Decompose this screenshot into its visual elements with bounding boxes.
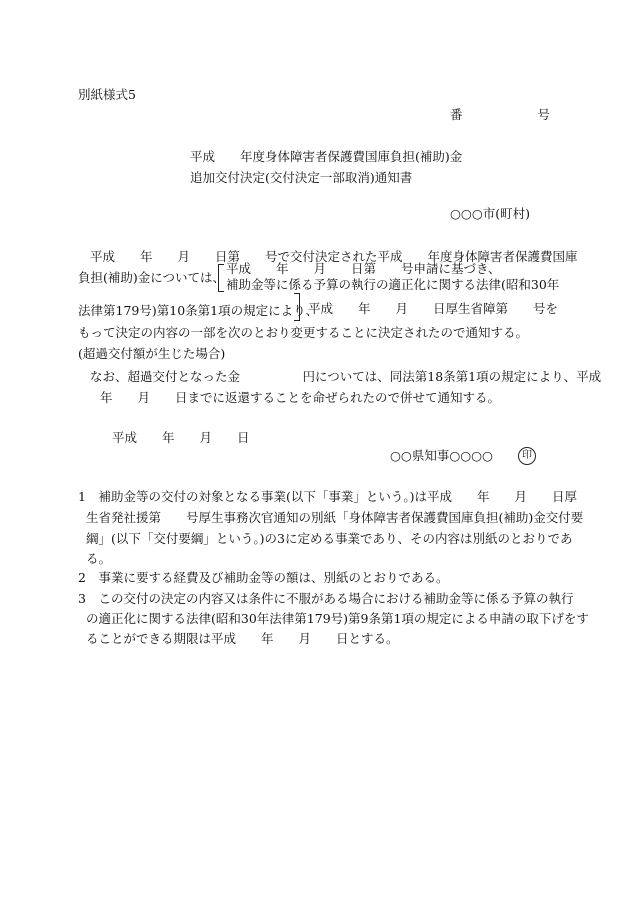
item-3-line-1: 3 この交付の決定の内容又は条件に不服がある場合における補助金等に係る予算の執行 [78, 591, 574, 606]
form-id: 別紙様式5 [78, 87, 136, 102]
item-3-line-2: の適正化に関する法律(昭和30年法律第179号)第9条第1項の規定による申請の取下げをす [86, 611, 589, 626]
title-line-1: 平成 年度身体障害者保護費国庫負担(補助)金 [190, 149, 463, 164]
document-number: 番 号 [450, 107, 551, 122]
body-line-1: 平成 年 月 日第 号で交付決定された平成 年度身体障害者保護費国庫 [90, 249, 578, 264]
signatory: ○○県知事○○○○ [390, 448, 493, 463]
title-line-2: 追加交付決定(交付決定一部取消)通知書 [190, 170, 413, 185]
right-bracket [294, 293, 300, 321]
bracket-bottom-line: 補助金等に係る予算の執行の適正化に関する法律(昭和30年 [226, 277, 560, 292]
left-bracket [218, 264, 224, 292]
seal-mark: 印 [518, 447, 536, 465]
item-2-line-1: 2 事業に要する経費及び補助金等の額は、別紙のとおりである。 [78, 570, 449, 585]
body-line-3-suffix: 平成 年 月 日厚生省障第 号を [308, 301, 559, 316]
note-heading: (超過交付額が生じた場合) [78, 346, 226, 361]
note-line-2: 年 月 日までに返還することを命ぜられたので併せて通知する。 [100, 390, 501, 405]
body-line-2: 負担(補助)金については、 [78, 270, 226, 285]
date-line: 平成 年 月 日 [112, 430, 250, 445]
body-line-4: もって決定の内容の一部を次のとおり変更することに決定されたので通知する。 [78, 325, 529, 340]
item-1-line-2: 生省発社援第 号厚生事務次官通知の別紙「身体障害者保護費国庫負担(補助)金交付要 [86, 510, 584, 525]
bracket-top-line: 平成 年 月 日第 号申請に基づき、 [226, 261, 501, 276]
body-line-3: 法律第179号)第10条第1項の規定により、 [78, 303, 319, 318]
note-line-1: なお、超過交付となった金 円については、同法第18条第1項の規定により、平成 [90, 369, 602, 384]
item-1-line-3: 綱」(以下「交付要綱」という。)の3に定める事業であり、その内容は別紙のとおりであ [86, 531, 573, 546]
item-1-line-4: る。 [86, 551, 112, 566]
item-1-line-1: 1 補助金等の交付の対象となる事業(以下「事業」という。)は平成 年 月 日厚 [78, 489, 577, 504]
item-3-line-3: ることができる期限は平成 年 月 日とする。 [86, 631, 399, 646]
issuer: ○○○市(町村) [450, 206, 530, 221]
